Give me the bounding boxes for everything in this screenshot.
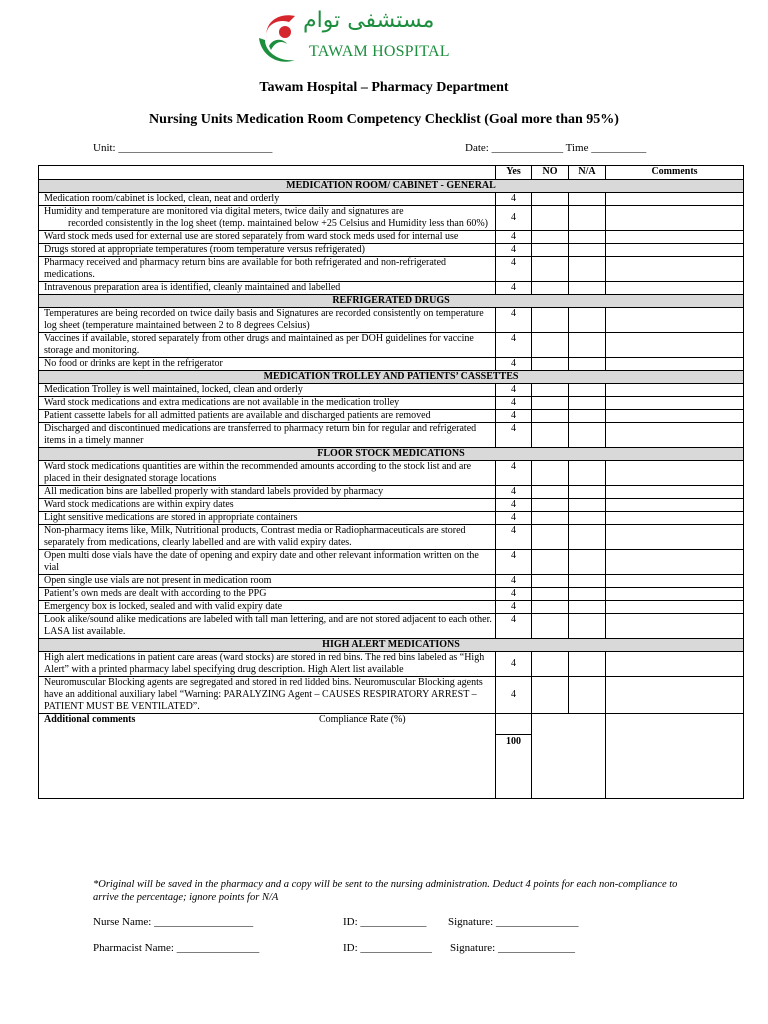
na-cell[interactable] bbox=[569, 257, 606, 282]
comment-cell[interactable] bbox=[606, 410, 744, 423]
no-cell[interactable] bbox=[532, 231, 569, 244]
pharmacist-id-field[interactable]: ID: _____________ bbox=[343, 942, 432, 954]
na-cell[interactable] bbox=[569, 486, 606, 499]
yes-score[interactable]: 4 bbox=[496, 358, 532, 371]
na-cell[interactable] bbox=[569, 358, 606, 371]
comment-cell[interactable] bbox=[606, 397, 744, 410]
nurse-id-field[interactable]: ID: ____________ bbox=[343, 916, 427, 928]
page-subtitle: Nursing Units Medication Room Competency Checklist (Goal more than 95%) bbox=[149, 112, 619, 127]
na-cell[interactable] bbox=[569, 333, 606, 358]
comment-cell[interactable] bbox=[606, 499, 744, 512]
table-row bbox=[39, 397, 744, 410]
logo-english-text: TAWAM HOSPITAL bbox=[309, 43, 450, 60]
table-row bbox=[39, 410, 744, 423]
item-text: Pharmacy received and pharmacy return bins are available for both refrigerated and non-refrigerated medications. bbox=[39, 257, 496, 282]
yes-score[interactable]: 4 bbox=[496, 486, 532, 499]
comment-cell[interactable] bbox=[606, 333, 744, 358]
yes-score[interactable]: 4 bbox=[496, 601, 532, 614]
column-divider bbox=[605, 714, 606, 798]
comment-cell[interactable] bbox=[606, 193, 744, 206]
table-row bbox=[39, 333, 744, 358]
yes-score[interactable]: 4 bbox=[496, 677, 532, 714]
yes-score[interactable]: 4 bbox=[496, 410, 532, 423]
item-text: Look alike/sound alike medications are labeled with tall man lettering, and are not stored adjacent to each other. LASA list available. bbox=[39, 614, 496, 639]
item-text bbox=[39, 206, 496, 231]
table-row bbox=[39, 499, 744, 512]
na-cell[interactable] bbox=[569, 193, 606, 206]
comment-cell[interactable] bbox=[606, 358, 744, 371]
table-row bbox=[39, 244, 744, 257]
nurse-name-field[interactable]: Nurse Name: __________________ bbox=[93, 916, 254, 928]
additional-comments-cell[interactable] bbox=[39, 714, 496, 799]
yes-score[interactable]: 4 bbox=[496, 525, 532, 550]
logo-arabic-text: مستشفى توام bbox=[303, 8, 435, 33]
table-row bbox=[39, 257, 744, 282]
no-cell[interactable] bbox=[532, 652, 569, 677]
pharmacist-signature-field[interactable]: Signature: ______________ bbox=[450, 942, 575, 954]
section-row bbox=[39, 295, 744, 308]
table-row bbox=[39, 614, 744, 639]
yes-score[interactable]: 4 bbox=[496, 614, 532, 639]
table-row bbox=[39, 525, 744, 550]
table-row bbox=[39, 486, 744, 499]
comment-cell[interactable] bbox=[606, 525, 744, 550]
table-row bbox=[39, 193, 744, 206]
total-score-cell[interactable] bbox=[496, 714, 532, 799]
na-cell[interactable] bbox=[569, 384, 606, 397]
no-cell[interactable] bbox=[532, 575, 569, 588]
no-cell[interactable] bbox=[532, 244, 569, 257]
no-cell[interactable] bbox=[532, 282, 569, 295]
header-item-cell bbox=[39, 166, 496, 180]
yes-score[interactable]: 4 bbox=[496, 231, 532, 244]
section-title: FLOOR STOCK MEDICATIONS bbox=[39, 448, 744, 461]
header-yes: Yes bbox=[496, 166, 532, 180]
footnote: *Original will be saved in the pharmacy and a copy will be sent to the nursing administration. Deduct 4 points for each non-compliance to arrive the percentage; ignore points for N/A bbox=[93, 879, 678, 903]
no-cell[interactable] bbox=[532, 206, 569, 231]
table-row bbox=[39, 308, 744, 333]
table-row bbox=[39, 423, 744, 448]
crescent-emblem-icon bbox=[255, 10, 307, 68]
na-cell[interactable] bbox=[569, 244, 606, 257]
yes-score[interactable]: 4 bbox=[496, 308, 532, 333]
item-text: Temperatures are being recorded on twice daily basis and Signatures are recorded consistently on temperature log sheet (temperature maintained between 2 to 8 degrees Celsius) bbox=[39, 308, 496, 333]
item-text-line: Humidity and temperature are monitored via digital meters, twice daily and signatures are bbox=[44, 206, 404, 217]
header-na: N/A bbox=[569, 166, 606, 180]
table-row bbox=[39, 358, 744, 371]
table-row bbox=[39, 652, 744, 677]
no-cell[interactable] bbox=[532, 333, 569, 358]
section-row bbox=[39, 639, 744, 652]
section-title: REFRIGERATED DRUGS bbox=[39, 295, 744, 308]
comment-cell[interactable] bbox=[606, 206, 744, 231]
item-text: Ward stock meds used for external use are stored separately from ward stock meds used for internal use bbox=[39, 231, 496, 244]
na-cell[interactable] bbox=[569, 231, 606, 244]
yes-score[interactable]: 4 bbox=[496, 550, 532, 575]
no-cell[interactable] bbox=[532, 588, 569, 601]
item-text: Non-pharmacy items like, Milk, Nutritional products, Contrast media or Radiopharmaceuticals are stored separately from medications, clearly labelled and are with valid expiry dates. bbox=[39, 525, 496, 550]
no-cell[interactable] bbox=[532, 397, 569, 410]
section-row bbox=[39, 371, 744, 384]
item-text: Open single use vials are not present in medication room bbox=[39, 575, 496, 588]
na-cell[interactable] bbox=[569, 499, 606, 512]
na-cell[interactable] bbox=[569, 206, 606, 231]
yes-score[interactable]: 4 bbox=[496, 575, 532, 588]
no-cell[interactable] bbox=[532, 486, 569, 499]
unit-field[interactable]: Unit: ____________________________ bbox=[93, 142, 273, 154]
no-cell[interactable] bbox=[532, 499, 569, 512]
na-cell[interactable] bbox=[569, 614, 606, 639]
comment-cell[interactable] bbox=[606, 601, 744, 614]
no-cell[interactable] bbox=[532, 384, 569, 397]
comment-cell[interactable] bbox=[606, 461, 744, 486]
item-text: Medication room/cabinet is locked, clean, neat and orderly bbox=[39, 193, 496, 206]
yes-score[interactable]: 4 bbox=[496, 499, 532, 512]
item-text: Light sensitive medications are stored in appropriate containers bbox=[39, 512, 496, 525]
item-text: Ward stock medications and extra medications are not available in the medication trolley bbox=[39, 397, 496, 410]
item-text: High alert medications in patient care areas (ward stocks) are stored in red bins. The red bins labeled as “High Alert” with a printed pharmacy label specifying drug description. High Alert list available bbox=[39, 652, 496, 677]
na-cell[interactable] bbox=[569, 652, 606, 677]
yes-score[interactable]: 4 bbox=[496, 512, 532, 525]
no-cell[interactable] bbox=[532, 601, 569, 614]
summary-row bbox=[39, 714, 744, 799]
yes-score[interactable]: 4 bbox=[496, 206, 532, 231]
table-row bbox=[39, 206, 744, 231]
comment-cell[interactable] bbox=[606, 588, 744, 601]
header-no: NO bbox=[532, 166, 569, 180]
item-text: Patient’s own meds are dealt with according to the PPG bbox=[39, 588, 496, 601]
comment-cell[interactable] bbox=[606, 257, 744, 282]
no-cell[interactable] bbox=[532, 461, 569, 486]
no-cell[interactable] bbox=[532, 257, 569, 282]
yes-score[interactable]: 4 bbox=[496, 461, 532, 486]
item-text: Emergency box is locked, sealed and with valid expiry date bbox=[39, 601, 496, 614]
na-cell[interactable] bbox=[569, 282, 606, 295]
yes-score[interactable]: 4 bbox=[496, 257, 532, 282]
item-text: Ward stock medications quantities are within the recommended amounts according to the stock list and are placed in their designated storage locations bbox=[39, 461, 496, 486]
item-text: No food or drinks are kept in the refrigerator bbox=[39, 358, 496, 371]
item-text: Intravenous preparation area is identified, cleanly maintained and labelled bbox=[39, 282, 496, 295]
section-row bbox=[39, 180, 744, 193]
yes-score[interactable]: 4 bbox=[496, 397, 532, 410]
na-cell[interactable] bbox=[569, 410, 606, 423]
comment-cell[interactable] bbox=[606, 677, 744, 714]
na-cell[interactable] bbox=[569, 677, 606, 714]
yes-score[interactable]: 4 bbox=[496, 282, 532, 295]
comment-cell[interactable] bbox=[606, 231, 744, 244]
checklist-table bbox=[38, 165, 744, 799]
date-time-field[interactable]: Date: _____________ Time __________ bbox=[465, 142, 647, 154]
no-cell[interactable] bbox=[532, 410, 569, 423]
comment-cell[interactable] bbox=[606, 652, 744, 677]
comment-cell[interactable] bbox=[606, 512, 744, 525]
no-cell[interactable] bbox=[532, 550, 569, 575]
no-cell[interactable] bbox=[532, 512, 569, 525]
item-text: Neuromuscular Blocking agents are segregated and stored in red lidded bins. Neuromuscular Blocking agents have an additional auxiliary label “Warning: PARALYZING Agent – CAUSES RESPIRATORY ARREST – PATIENT MUST BE VENTILATED”. bbox=[39, 677, 496, 714]
no-cell[interactable] bbox=[532, 677, 569, 714]
na-cell[interactable] bbox=[569, 601, 606, 614]
yes-score[interactable]: 4 bbox=[496, 193, 532, 206]
na-cell[interactable] bbox=[569, 525, 606, 550]
no-cell[interactable] bbox=[532, 525, 569, 550]
comment-cell[interactable] bbox=[606, 423, 744, 448]
item-text: Open multi dose vials have the date of opening and expiry date and other relevant information written on the vial bbox=[39, 550, 496, 575]
comment-cell[interactable] bbox=[606, 550, 744, 575]
total-score: 100 bbox=[496, 734, 531, 748]
hospital-logo bbox=[255, 8, 465, 68]
item-text: Drugs stored at appropriate temperatures (room temperature versus refrigerated) bbox=[39, 244, 496, 257]
table-row bbox=[39, 575, 744, 588]
na-cell[interactable] bbox=[569, 308, 606, 333]
na-cell[interactable] bbox=[569, 575, 606, 588]
header-comments: Comments bbox=[606, 166, 744, 180]
pharmacist-name-field[interactable]: Pharmacist Name: _______________ bbox=[93, 942, 260, 954]
section-title: HIGH ALERT MEDICATIONS bbox=[39, 639, 744, 652]
table-row bbox=[39, 588, 744, 601]
page-title: Tawam Hospital – Pharmacy Department bbox=[259, 80, 509, 95]
table-row bbox=[39, 282, 744, 295]
yes-score[interactable]: 4 bbox=[496, 652, 532, 677]
yes-score[interactable]: 4 bbox=[496, 423, 532, 448]
section-title: MEDICATION ROOM/ CABINET - GENERAL bbox=[39, 180, 744, 193]
section-title: MEDICATION TROLLEY AND PATIENTS’ CASSETTES bbox=[39, 371, 744, 384]
table-row bbox=[39, 550, 744, 575]
no-cell[interactable] bbox=[532, 614, 569, 639]
na-cell[interactable] bbox=[569, 550, 606, 575]
additional-comments-label: Additional comments bbox=[44, 714, 136, 725]
item-text: All medication bins are labelled properly with standard labels provided by pharmacy bbox=[39, 486, 496, 499]
table-row bbox=[39, 512, 744, 525]
comment-cell[interactable] bbox=[606, 614, 744, 639]
comment-cell[interactable] bbox=[606, 244, 744, 257]
item-text: Discharged and discontinued medications are transferred to pharmacy return bin for regular and refrigerated items in a timely manner bbox=[39, 423, 496, 448]
na-cell[interactable] bbox=[569, 423, 606, 448]
no-cell[interactable] bbox=[532, 423, 569, 448]
no-cell[interactable] bbox=[532, 308, 569, 333]
section-row bbox=[39, 448, 744, 461]
table-row bbox=[39, 231, 744, 244]
nurse-signature-field[interactable]: Signature: _______________ bbox=[448, 916, 579, 928]
table-row bbox=[39, 677, 744, 714]
na-cell[interactable] bbox=[569, 588, 606, 601]
yes-score[interactable]: 4 bbox=[496, 244, 532, 257]
item-text: Patient cassette labels for all admitted patients are available and discharged patients are removed bbox=[39, 410, 496, 423]
comment-cell[interactable] bbox=[606, 282, 744, 295]
comment-cell[interactable] bbox=[606, 384, 744, 397]
na-cell[interactable] bbox=[569, 397, 606, 410]
item-text: Vaccines if available, stored separately from other drugs and maintained as per DOH guidelines for vaccine storage and monitoring. bbox=[39, 333, 496, 358]
yes-score[interactable]: 4 bbox=[496, 384, 532, 397]
item-text: Medication Trolley is well maintained, locked, clean and orderly bbox=[39, 384, 496, 397]
table-row bbox=[39, 461, 744, 486]
item-text-indent: recorded consistently in the log sheet (temp. maintained below +25 Celsius and Humidity less than 60%) bbox=[68, 218, 488, 229]
na-cell[interactable] bbox=[569, 461, 606, 486]
yes-score[interactable]: 4 bbox=[496, 333, 532, 358]
summary-comments-area[interactable] bbox=[532, 714, 744, 799]
table-header-row bbox=[39, 166, 744, 180]
yes-score[interactable]: 4 bbox=[496, 588, 532, 601]
comment-cell[interactable] bbox=[606, 486, 744, 499]
compliance-rate-label: Compliance Rate (%) bbox=[319, 714, 406, 725]
item-text: Ward stock medications are within expiry dates bbox=[39, 499, 496, 512]
comment-cell[interactable] bbox=[606, 575, 744, 588]
no-cell[interactable] bbox=[532, 358, 569, 371]
table-row bbox=[39, 384, 744, 397]
table-row bbox=[39, 601, 744, 614]
na-cell[interactable] bbox=[569, 512, 606, 525]
comment-cell[interactable] bbox=[606, 308, 744, 333]
no-cell[interactable] bbox=[532, 193, 569, 206]
